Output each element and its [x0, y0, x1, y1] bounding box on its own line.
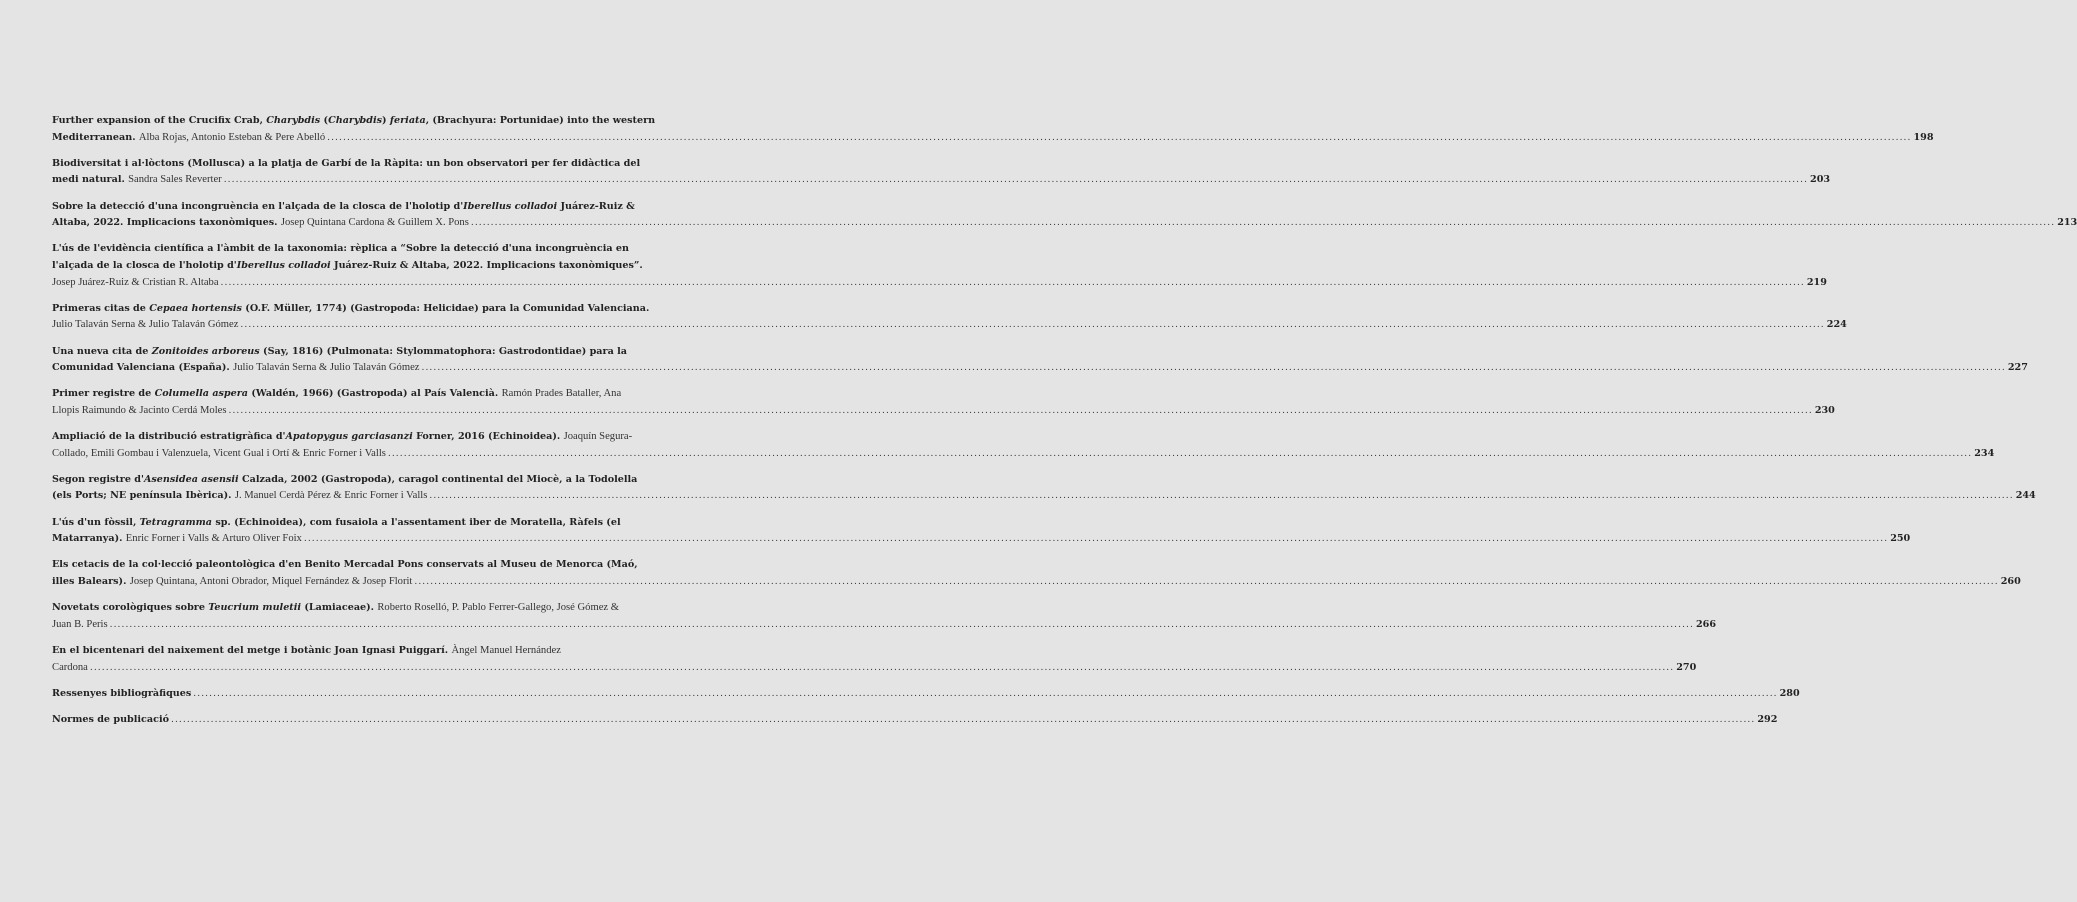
entry-last-line — [52, 275, 1827, 292]
entry-last-line — [52, 215, 2077, 232]
entry-authors: Joaquín Segura- — [563, 431, 633, 443]
page-number: 227 — [2007, 362, 2028, 374]
dot-leader: ................................................................................................................................................................................................................................................................................................................................................................................................................ — [240, 320, 1825, 331]
dot-leader: ................................................................................................................................................................................................................................................................................................................................................................................................................ — [327, 132, 1912, 143]
dot-leader: ................................................................................................................................................................................................................................................................................................................................................................................................................ — [220, 277, 1805, 288]
species-name: Apatopygus garciasanzi — [285, 431, 413, 443]
species-name: feriata — [389, 115, 426, 126]
entry-line — [52, 472, 638, 489]
entry-line — [52, 557, 638, 574]
entry-last-text — [52, 574, 412, 591]
entry-line — [52, 199, 635, 216]
entry-title-text: Ressenyes bibliogràfiques — [52, 687, 192, 699]
entry-title-text: (Say, 1816) (Pulmonata: Stylommatophora: Gastrodontidae) para la — [259, 345, 627, 357]
entry-line — [52, 386, 622, 403]
entry-line — [52, 429, 633, 446]
entry-title-text: Matarranya). — [52, 533, 126, 545]
dot-leader: ................................................................................................................................................................................................................................................................................................................................................................................................................ — [421, 363, 2006, 374]
page-number: 224 — [1826, 319, 1847, 331]
toc-entry[interactable] — [52, 113, 1934, 146]
entry-last-line — [52, 712, 1778, 729]
table-of-contents — [52, 113, 2077, 738]
dot-leader: ................................................................................................................................................................................................................................................................................................................................................................................................................ — [223, 175, 1809, 186]
entry-line — [52, 344, 627, 361]
entry-title-text: ( — [320, 115, 329, 126]
species-name: Columella aspera — [154, 388, 249, 400]
entry-title-text: , (Brachyura: Portunidae) into the western — [425, 115, 656, 126]
entry-title-text: Altaba, 2022. Implicacions taxonòmiques. — [52, 217, 281, 229]
page-number: 213 — [2057, 217, 2077, 229]
entry-line — [52, 301, 650, 318]
entry-line — [52, 113, 656, 130]
toc-entry[interactable] — [52, 472, 2036, 505]
entry-title-text: illes Balears). — [52, 576, 130, 587]
entry-title-text: (els Ports; NE península Ibèrica). — [52, 490, 235, 502]
entry-title-text: l'alçada de la closca de l'holotip d' — [52, 259, 237, 271]
entry-authors: Collado, Emili Gombau i Valenzuela, Vicent Gual i Ortí & Enric Forner i Valls — [52, 447, 386, 459]
entry-last-text — [52, 130, 325, 147]
page-number: 244 — [2015, 490, 2036, 502]
entry-last-line — [52, 403, 1835, 420]
page-number: 219 — [1806, 276, 1827, 288]
entry-title-text: Segon registre d' — [52, 473, 144, 485]
species-name: Charybdis — [266, 115, 321, 126]
entry-last-text — [52, 403, 226, 420]
entry-line — [52, 156, 641, 173]
toc-entry[interactable] — [52, 557, 2021, 590]
entry-line — [52, 258, 643, 275]
entry-last-line — [52, 531, 1911, 548]
entry-title-text: Biodiversitat i al·lòctons (Mollusca) a la platja de Garbí de la Ràpita: un bon observatori per fer didàctica del — [52, 157, 641, 169]
entry-title-text: Novetats corològiques sobre — [52, 602, 209, 614]
species-name: Iberellus colladoi — [463, 200, 558, 212]
dot-leader: ................................................................................................................................................................................................................................................................................................................................................................................................................ — [429, 491, 2014, 502]
entry-title-text: Mediterranean. — [52, 131, 139, 143]
entry-authors: Sandra Sales Reverter — [128, 174, 222, 186]
species-name: Teucrium muletii — [208, 602, 302, 614]
toc-entry[interactable] — [52, 643, 1697, 676]
toc-entry[interactable] — [52, 241, 1827, 291]
entry-title-text: Juárez-Ruiz & — [557, 200, 635, 212]
entry-title-text: Sobre la detecció d'una incongruència en l'alçada de la closca de l'holotip d' — [52, 200, 464, 212]
entry-last-line — [52, 660, 1697, 677]
entry-title-text: (O.F. Müller, 1774) (Gastropoda: Helicidae) para la Comunidad Valenciana. — [241, 302, 650, 314]
entry-title-text: L'ús de l'evidència científica a l'àmbit de la taxonomia: rèplica a “Sobre la detecció d'una incongruència en — [52, 243, 630, 255]
dot-leader: ................................................................................................................................................................................................................................................................................................................................................................................................................ — [303, 534, 1889, 545]
entry-last-text — [52, 215, 469, 232]
dot-leader: ................................................................................................................................................................................................................................................................................................................................................................................................................ — [470, 218, 2056, 229]
entry-title-text: Juárez-Ruiz & Altaba, 2022. Implicacions taxonòmiques”. — [330, 259, 643, 271]
entry-title-text: (Waldén, 1966) (Gastropoda) al País Valencià. — [248, 388, 502, 400]
entry-authors: Josep Juárez-Ruiz & Cristian R. Altaba — [52, 276, 219, 288]
entry-line — [52, 600, 619, 617]
entry-last-text — [52, 660, 88, 677]
entry-title-text: medi natural. — [52, 174, 129, 186]
species-name: Iberellus colladoi — [236, 259, 331, 271]
toc-entry[interactable] — [52, 686, 1800, 703]
entry-last-line — [52, 317, 1847, 334]
entry-title-text: En el bicentenari del naixement del metge i botànic Joan Ignasi Puiggarí. — [52, 644, 452, 656]
dot-leader: ................................................................................................................................................................................................................................................................................................................................................................................................................ — [414, 577, 1999, 587]
dot-leader: ................................................................................................................................................................................................................................................................................................................................................................................................................ — [387, 448, 1973, 459]
page-number: 292 — [1757, 713, 1778, 725]
page-number: 270 — [1676, 661, 1697, 673]
entry-last-line — [52, 172, 1831, 189]
entry-title-text: Forner, 2016 (Echinoidea). — [412, 431, 564, 443]
toc-entry[interactable] — [52, 515, 1911, 548]
entry-last-text — [52, 488, 427, 505]
entry-last-line — [52, 446, 1995, 463]
entry-authors: Julio Talaván Serna & Julio Talaván Gómez — [233, 362, 420, 374]
entry-title-text: Calzada, 2002 (Gastropoda), caragol continental del Miocè, a la Todolella — [238, 473, 638, 485]
toc-entry[interactable] — [52, 712, 1778, 729]
entry-line — [52, 241, 630, 258]
entry-title-text: Comunidad Valenciana (España). — [52, 362, 234, 374]
entry-last-line — [52, 574, 2021, 591]
entry-title-text: (Lamiaceae). — [301, 602, 378, 614]
dot-leader: ................................................................................................................................................................................................................................................................................................................................................................................................................ — [109, 619, 1694, 630]
species-name: Tetragramma — [139, 516, 212, 528]
entry-last-line — [52, 360, 2028, 377]
entry-authors: J. Manuel Cerdà Pérez & Enric Forner i Valls — [234, 490, 428, 502]
entry-title-text: Primeras citas de — [52, 302, 150, 314]
page-number: 266 — [1695, 618, 1716, 630]
page-number: 280 — [1779, 687, 1800, 699]
toc-entry[interactable] — [52, 199, 2077, 232]
toc-entry[interactable] — [52, 386, 1835, 419]
entry-last-text — [52, 446, 386, 463]
species-name: Zonitoides arboreus — [151, 345, 260, 357]
entry-last-text — [52, 172, 222, 189]
entry-last-text — [52, 531, 302, 548]
entry-authors: Roberto Roselló, P. Pablo Ferrer-Gallego, José Gómez & — [377, 602, 619, 614]
toc-entry[interactable] — [52, 301, 1847, 334]
page-number: 230 — [1814, 404, 1835, 416]
dot-leader: ................................................................................................................................................................................................................................................................................................................................................................................................................ — [193, 688, 1778, 699]
dot-leader: ................................................................................................................................................................................................................................................................................................................................................................................................................ — [89, 662, 1675, 673]
entry-last-line — [52, 488, 2036, 505]
entry-authors: Ramón Prades Bataller, Ana — [501, 388, 622, 400]
toc-entry[interactable] — [52, 600, 1716, 633]
page-number: 203 — [1810, 174, 1831, 186]
entry-authors: Àngel Manuel Hernández — [451, 644, 561, 656]
entry-last-text — [52, 617, 108, 634]
page-number: 260 — [2000, 576, 2021, 587]
entry-authors: Alba Rojas, Antonio Esteban & Pere Abelló — [138, 131, 326, 143]
entry-last-line — [52, 130, 1934, 147]
entry-line — [52, 515, 621, 532]
species-name: Cepaea hortensis — [149, 302, 242, 314]
entry-title-text: Further expansion of the Crucifix Crab, — [52, 115, 267, 126]
species-name: Asensidea asensii — [143, 473, 239, 485]
entry-title-text: L'ús d'un fòssil, — [52, 516, 140, 528]
page-number: 198 — [1913, 131, 1934, 143]
entry-title-text: Ampliació de la distribució estratigràfica d' — [52, 431, 286, 443]
entry-last-text — [52, 275, 219, 292]
species-name: Charybdis — [328, 115, 382, 126]
entry-last-line — [52, 617, 1716, 634]
entry-last-text — [52, 317, 238, 334]
entry-title-text: ) — [382, 115, 390, 126]
dot-leader: ................................................................................................................................................................................................................................................................................................................................................................................................................ — [171, 714, 1756, 725]
entry-title-text: Normes de publicació — [52, 713, 169, 725]
entry-title-text: Una nueva cita de — [52, 345, 152, 357]
entry-title-text: Primer registre de — [52, 388, 155, 400]
entry-line — [52, 643, 589, 660]
entry-title-text: Els cetacis de la col·lecció paleontològica d'en Benito Mercadal Pons conservats al Museu de Menorca (Maó, — [52, 559, 638, 571]
entry-authors: Llopis Raimundo & Jacinto Cerdá Moles — [52, 404, 227, 416]
entry-authors: Josep Quintana Cardona & Guillem X. Pons — [280, 217, 469, 229]
entry-authors: Josep Quintana, Antoni Obrador, Miquel Fernández & Josep Florit — [129, 576, 413, 587]
page-number: 250 — [1890, 533, 1911, 545]
entry-authors: Enric Forner i Valls & Arturo Oliver Foix — [125, 533, 302, 545]
entry-authors: Juan B. Peris — [52, 618, 108, 630]
entry-authors: Julio Talaván Serna & Julio Talaván Gómez — [52, 319, 239, 331]
entry-last-text — [52, 712, 169, 729]
entry-last-text — [52, 686, 191, 703]
toc-entry[interactable] — [52, 344, 2028, 377]
entry-last-text — [52, 360, 420, 377]
entry-authors: Cardona — [52, 661, 88, 673]
toc-entry[interactable] — [52, 429, 1995, 462]
entry-last-line — [52, 686, 1800, 703]
toc-entry[interactable] — [52, 156, 1831, 189]
dot-leader: ................................................................................................................................................................................................................................................................................................................................................................................................................ — [228, 405, 1813, 416]
entry-title-text: sp. (Echinoidea), com fusaiola a l'assentament iber de Moratella, Ràfels (el — [211, 516, 621, 528]
page-number: 234 — [1974, 447, 1995, 459]
